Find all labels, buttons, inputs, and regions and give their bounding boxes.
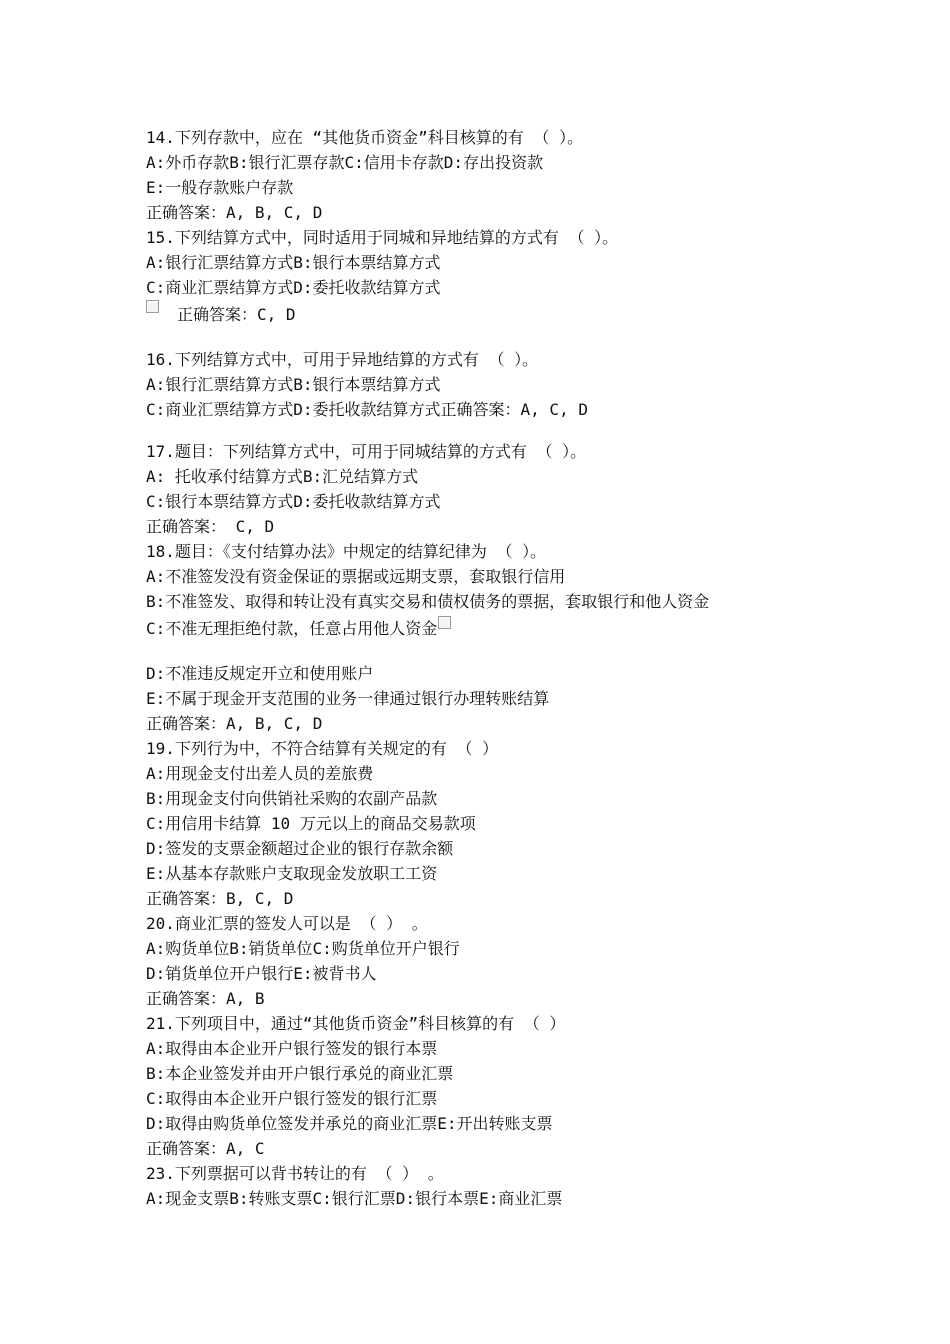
options-17-line-1: A: 托收承付结算方式B:汇兑结算方式 — [146, 467, 419, 486]
options-16-line-2: C:商业汇票结算方式D:委托收款结算方式正确答案：A, C, D — [146, 400, 588, 419]
question-15: 15.下列结算方式中，同时适用于同城和异地结算的方式有 （ ）。 — [146, 228, 619, 247]
answer-20: 正确答案：A, B — [146, 989, 265, 1008]
options-18-line-c-row — [146, 614, 926, 644]
answer-19: 正确答案：B, C, D — [146, 889, 294, 908]
answer-15-row — [146, 300, 926, 330]
options-21-line-c: C:取得由本企业开户银行签发的银行汇票 — [146, 1089, 438, 1108]
answer-18: 正确答案：A, B, C, D — [146, 714, 323, 733]
options-17-line-2: C:银行本票结算方式D:委托收款结算方式 — [146, 492, 441, 511]
question-14: 14.下列存款中，应在 “其他货币资金”科目核算的有 （ ）。 — [146, 128, 584, 147]
question-19: 19.下列行为中，不符合结算有关规定的有 （ ） — [146, 739, 499, 758]
options-21-line-d: D:取得由购货单位签发并承兑的商业汇票E:开出转账支票 — [146, 1114, 553, 1133]
document-body — [146, 125, 926, 1211]
checkbox-icon[interactable] — [146, 300, 159, 313]
question-20: 20.商业汇票的签发人可以是 （ ） 。 — [146, 914, 428, 933]
question-16: 16.下列结算方式中，可用于异地结算的方式有 （ ）。 — [146, 350, 539, 369]
options-14-line-2: E:一般存款账户存款 — [146, 178, 294, 197]
options-18-line-d: D:不准违反规定开立和使用账户 — [146, 664, 374, 683]
options-19-line-d: D:签发的支票金额超过企业的银行存款余额 — [146, 839, 454, 858]
answer-17: 正确答案： C, D — [146, 517, 275, 536]
options-18-line-a: A:不准签发没有资金保证的票据或远期支票，套取银行信用 — [146, 567, 566, 586]
options-15-line-2: C:商业汇票结算方式D:委托收款结算方式 — [146, 278, 441, 297]
answer-21: 正确答案：A, C — [146, 1139, 265, 1158]
question-17: 17.题目：下列结算方式中，可用于同城结算的方式有 （ ）。 — [146, 442, 587, 461]
options-14-line-1: A:外币存款B:银行汇票存款C:信用卡存款D:存出投资款 — [146, 153, 544, 172]
options-15-line-1: A:银行汇票结算方式B:银行本票结算方式 — [146, 253, 441, 272]
options-19-line-a: A:用现金支付出差人员的差旅费 — [146, 764, 374, 783]
options-19-line-c: C:用信用卡结算 10 万元以上的商品交易款项 — [146, 814, 476, 833]
options-20-line-1: A:购货单位B:销货单位C:购货单位开户银行 — [146, 939, 460, 958]
options-18-line-e: E:不属于现金开支范围的业务一律通过银行办理转账结算 — [146, 689, 550, 708]
options-19-line-e: E:从基本存款账户支取现金发放职工工资 — [146, 864, 438, 883]
options-18-line-b: B:不准签发、取得和转让没有真实交易和债权债务的票据，套取银行和他人资金 — [146, 592, 710, 611]
options-21-line-a: A:取得由本企业开户银行签发的银行本票 — [146, 1039, 438, 1058]
options-20-line-2: D:销货单位开户银行E:被背书人 — [146, 964, 377, 983]
answer-14: 正确答案：A, B, C, D — [146, 203, 323, 222]
question-21: 21.下列项目中，通过“其他货币资金”科目核算的有 （ ） — [146, 1014, 566, 1033]
options-21-line-b: B:本企业签发并由开户银行承兑的商业汇票 — [146, 1064, 454, 1083]
checkbox-icon[interactable] — [438, 616, 451, 629]
options-18-line-c: C:不准无理拒绝付款，任意占用他人资金 — [146, 619, 438, 638]
question-18: 18.题目：《支付结算办法》中规定的结算纪律为 （ ）。 — [146, 542, 547, 561]
question-23: 23.下列票据可以背书转让的有 （ ） 。 — [146, 1164, 444, 1183]
options-16-line-1: A:银行汇票结算方式B:银行本票结算方式 — [146, 375, 441, 394]
answer-15: 正确答案：C, D — [177, 305, 296, 324]
options-19-line-b: B:用现金支付向供销社采购的农副产品款 — [146, 789, 438, 808]
options-23-line-1: A:现金支票B:转账支票C:银行汇票D:银行本票E:商业汇票 — [146, 1189, 563, 1208]
